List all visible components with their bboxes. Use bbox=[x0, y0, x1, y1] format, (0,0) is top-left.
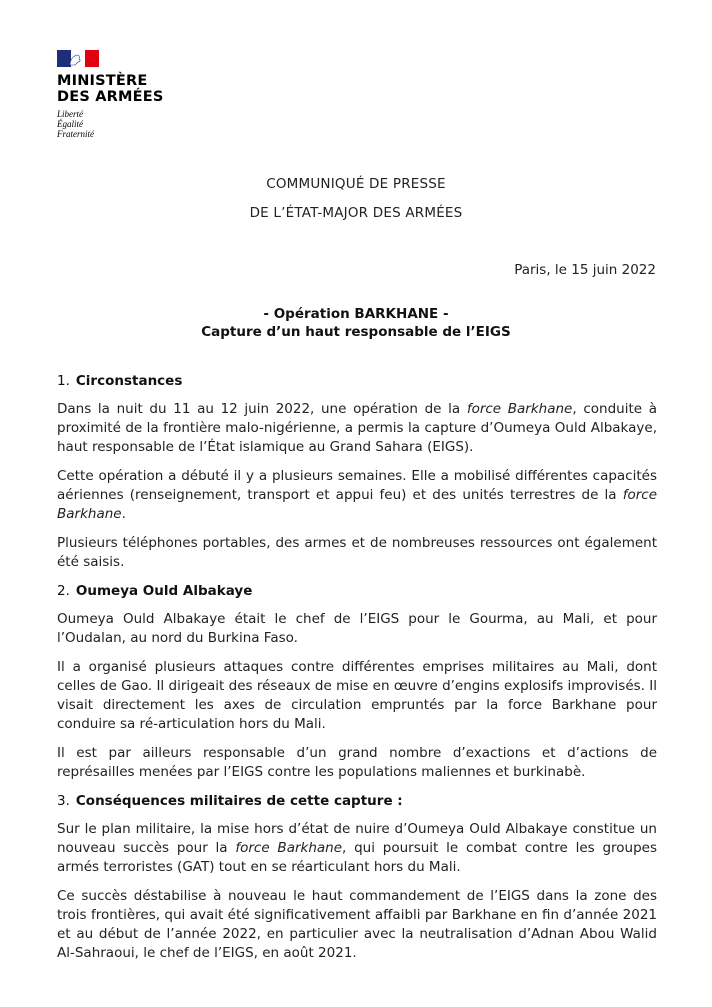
section-number: 1. bbox=[57, 373, 70, 389]
paragraph-text: Il a organisé plusieurs attaques contre différentes emprises militaires au Mali, dont celles de Gao. Il dirigeait des réseaux de mise en œuvre d’engins explosifs improvisés. Il visait directement les axes de circulation empruntés par la force Barkhane pour conduire sa ré-articulation hors du Mali. bbox=[57, 659, 657, 732]
body-paragraph bbox=[57, 610, 657, 648]
ministry-name bbox=[57, 73, 177, 105]
body-paragraph bbox=[57, 887, 657, 963]
motto-fraternite: Fraternité bbox=[57, 129, 94, 139]
emphasis-text: force Barkhane bbox=[57, 487, 657, 522]
paragraph-text: Il est par ailleurs responsable d’un grand nombre d’exactions et d’actions de représailles menées par l’EIGS contre les populations maliennes et burkinabè. bbox=[57, 745, 657, 780]
press-release-label: COMMUNIQUÉ DE PRESSE bbox=[266, 176, 446, 192]
paragraph-text: . bbox=[121, 506, 126, 522]
ministry-logo bbox=[57, 50, 177, 139]
marianne-icon bbox=[67, 54, 83, 66]
french-flag-icon bbox=[57, 50, 99, 67]
issuer-label: DE L’ÉTAT-MAJOR DES ARMÉES bbox=[249, 205, 463, 221]
ministry-name-line2: DES ARMÉES bbox=[57, 89, 164, 105]
paragraph-text: Ce succès déstabilise à nouveau le haut commandement de l’EIGS dans la zone des trois frontières, qui avait été significativement affaibli par Barkhane en fin d’année 2021 et au début de l’année 2022, en particulier avec la neutralisation d’Adnan Abou Walid Al-Sahraoui, le chef de l’EIGS, en août 2021. bbox=[57, 888, 657, 961]
ministry-name-line1: MINISTÈRE bbox=[57, 73, 148, 89]
section-title: Oumeya Ould Albakaye bbox=[75, 583, 253, 599]
section-title: Circonstances bbox=[75, 373, 183, 389]
body-paragraph bbox=[57, 400, 657, 457]
body-paragraph bbox=[57, 534, 657, 572]
section-heading bbox=[57, 792, 657, 811]
body-paragraph bbox=[57, 658, 657, 734]
section-number: 3. bbox=[57, 793, 70, 809]
body-paragraph bbox=[57, 744, 657, 782]
paragraph-text: Oumeya Ould Albakaye était le chef de l’EIGS pour le Gourma, au Mali, et pour l’Oudalan, au nord du Burkina Faso. bbox=[57, 611, 657, 646]
republic-motto bbox=[57, 109, 177, 139]
paragraph-text: Cette opération a débuté il y a plusieurs semaines. Elle a mobilisé différentes capacités aériennes (renseignement, transport et appui feu) et des unités terrestres de la bbox=[57, 468, 657, 503]
dateline: Paris, le 15 juin 2022 bbox=[514, 262, 656, 278]
paragraph-text: Plusieurs téléphones portables, des armes et de nombreuses ressources ont également été saisis. bbox=[57, 535, 657, 570]
paragraph-text: Dans la nuit du 11 au 12 juin 2022, une opération de la bbox=[57, 401, 467, 417]
paragraph-text: Sur le plan militaire, la mise hors d’état de nuire d’Oumeya Ould Albakaye constitue un nouveau succès pour la bbox=[57, 821, 657, 856]
emphasis-text: force Barkhane bbox=[235, 840, 343, 856]
paragraph-text: , conduite à proximité de la frontière malo-nigérienne, a permis la capture d’Oumeya Ould Albakaye, haut responsable de l’État islamique au Grand Sahara (EIGS). bbox=[57, 401, 657, 455]
section-number: 2. bbox=[57, 583, 70, 599]
section-heading bbox=[57, 582, 657, 601]
section-heading bbox=[57, 372, 657, 391]
body-paragraph bbox=[57, 467, 657, 524]
document-body bbox=[57, 372, 657, 973]
motto-egalite: Égalité bbox=[57, 119, 83, 129]
document-title-line2: Capture d’un haut responsable de l’EIGS bbox=[201, 324, 511, 340]
document-title-line1: - Opération BARKHANE - bbox=[263, 306, 449, 322]
body-paragraph bbox=[57, 820, 657, 877]
emphasis-text: force Barkhane bbox=[466, 401, 573, 417]
paragraph-text: , qui poursuit le combat contre les groupes armés terroristes (GAT) tout en se réarticulant hors du Mali. bbox=[57, 840, 657, 875]
motto-liberte: Liberté bbox=[57, 109, 83, 119]
section-title: Conséquences militaires de cette capture : bbox=[75, 793, 403, 809]
